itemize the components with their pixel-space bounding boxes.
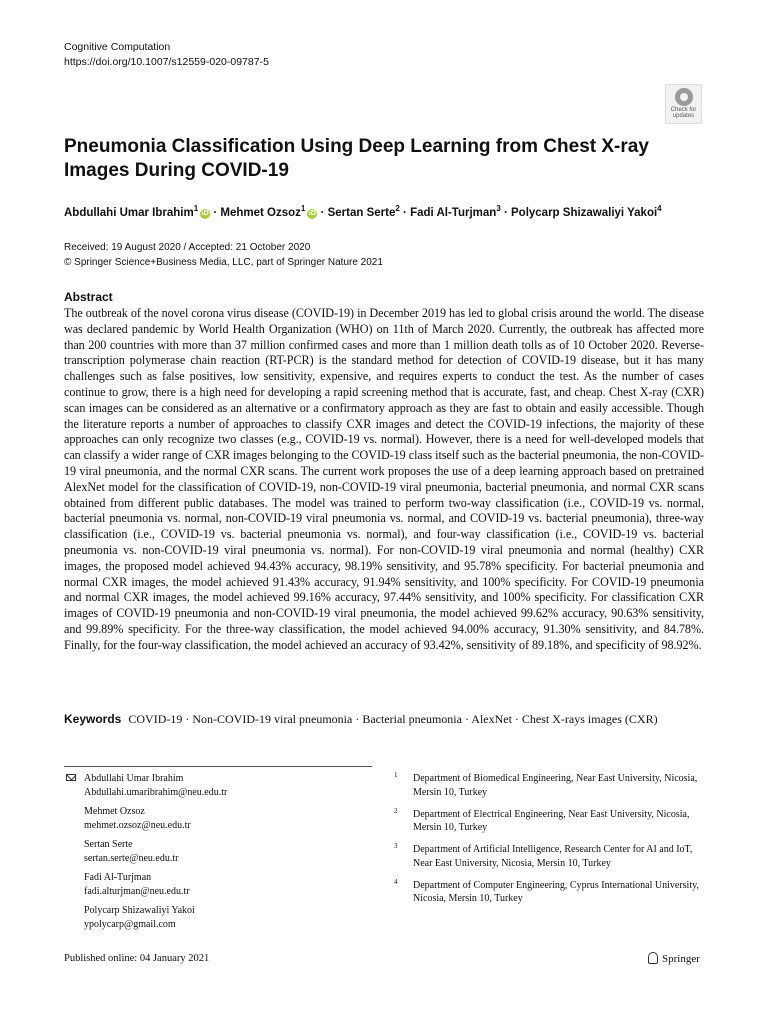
correspondence-email[interactable]: ypolycarp@gmail.com xyxy=(84,918,176,930)
author-separator: · xyxy=(399,206,411,219)
abstract-heading: Abstract xyxy=(64,290,113,304)
correspondence-name: Mehmet Ozsoz xyxy=(84,806,145,817)
keywords-label: Keywords xyxy=(64,712,122,726)
journal-name: Cognitive Computation xyxy=(64,41,171,53)
abstract-text: The outbreak of the novel corona virus disease (COVID-19) in December 2019 has led to global crisis around the world. The disease was declared pandemic by World Health Organization (WHO) on 11th of March 2020. Currently, the outbreak has affected more than 200 countries with more than 37 million confirmed cases and more than 1 million death tolls as of 10 October 2020. Reverse-transcription polymerase chain reaction (RT-PCR) is the standard method for detection of COVID-19 disease, but it has many challenges such as false positives, low sensitivity, expensive, and requires experts to conduct the test. As the number of cases continue to grow, there is a high need for developing a rapid screening method that is accurate, fast, and cheap. Chest X-ray (CXR) scan images can be considered as an alternative or a confirmatory approach as they are fast to obtain and easily accessible. Though the literature reports a number of approaches to classify CXR images and detect the COVID-19 infections, the majority of these approaches can only recognize two classes (e.g., COVID-19 vs. normal). However, there is a need for well-developed models that can classify a wider range of CXR images belonging to the COVID-19 class itself such as the bacterial pneumonia, the non-COVID-19 viral pneumonia, and the normal CXR scans. The current work proposes the use of a deep learning approach based on pretrained AlexNet model for the classification of COVID-19, non-COVID-19 viral pneumonia, bacterial pneumonia, and normal CXR scans obtained from different public databases. The model was trained to perform two-way classification (i.e., COVID-19 vs. normal, bacterial pneumonia vs. normal, non-COVID-19 viral pneumonia vs. normal, and COVID-19 vs. bacterial pneumonia), three-way classification (i.e., COVID-19 vs. bacterial pneumonia vs. normal), and four-way classification (i.e., COVID-19 vs. bacterial pneumonia vs. non-COVID-19 viral pneumonia vs. normal). For non-COVID-19 viral pneumonia and normal (healthy) CXR images, the proposed model achieved 94.43% accuracy, 98.19% sensitivity, and 95.78% specificity. For bacterial pneumonia and normal CXR images, the model achieved 91.43% accuracy, 91.94% sensitivity, and 100% specificity. For COVID-19 pneumonia and normal CXR images, the model achieved 99.16% accuracy, 97.44% sensitivity, and 100% specificity. For classification CXR images of COVID-19 pneumonia and non-COVID-19 viral pneumonia, the model achieved 99.62% accuracy, 90.63% sensitivity, and 99.89% specificity. For the three-way classification, the model achieved 94.00% accuracy, 91.30% sensitivity, and 84.78%. Finally, for the four-way classification, the model achieved an accuracy of 93.42%, sensitivity of 89.18%, and specificity of 98.92%. xyxy=(64,306,704,652)
orcid-icon[interactable]: iD xyxy=(308,209,316,217)
affiliation-number: 3 xyxy=(394,842,398,850)
affiliation-number: 4 xyxy=(394,877,398,886)
affiliation-text: Department of Electrical Engineering, Near East University, Nicosia, Mersin 10, Turkey xyxy=(413,808,690,833)
author-affiliation-number: 1 xyxy=(300,204,306,213)
author-name[interactable]: Abdullahi Umar Ibrahim xyxy=(64,206,194,219)
affiliation-number: 2 xyxy=(394,806,398,815)
correspondence-list xyxy=(64,772,374,937)
correspondence-name: Abdullahi Umar Ibrahim xyxy=(84,773,184,784)
keywords-line xyxy=(64,712,724,727)
affiliation-number: 1 xyxy=(394,771,398,779)
author-name[interactable]: Mehmet Ozsoz xyxy=(220,206,301,219)
received-accepted-dates: Received: 19 August 2020 / Accepted: 21 October 2020 xyxy=(64,242,311,253)
correspondence-item xyxy=(64,904,374,931)
springer-logo xyxy=(648,952,700,965)
journal-header xyxy=(64,40,269,70)
springer-horse-icon xyxy=(648,952,658,964)
envelope-icon xyxy=(66,774,76,781)
correspondence-item xyxy=(64,838,374,865)
affiliation-item xyxy=(394,808,714,835)
affiliation-text: Department of Biomedical Engineering, Near East University, Nicosia, Mersin 10, Turkey xyxy=(413,773,698,798)
correspondence-item xyxy=(64,805,374,832)
correspondence-item xyxy=(64,871,374,898)
affiliation-item xyxy=(394,843,714,870)
affiliation-text: Department of Artificial Intelligence, Research Center for AI and IoT, Near East University, Nicosia, Mersin 10, Turkey xyxy=(413,844,693,869)
author-affiliation-number: 3 xyxy=(496,204,501,213)
affiliation-text: Department of Computer Engineering, Cyprus International University, Nicosia, Mersin 10, Turkey xyxy=(413,879,699,904)
publisher-name: Springer xyxy=(662,953,700,965)
correspondence-email[interactable]: Abdullahi.umaribrahim@neu.edu.tr xyxy=(84,786,228,798)
correspondence-email[interactable]: fadi.alturjman@neu.edu.tr xyxy=(84,885,190,897)
orcid-icon[interactable]: iD xyxy=(201,209,209,217)
doi-link[interactable]: https://doi.org/10.1007/s12559-020-09787-5 xyxy=(64,56,269,68)
affiliation-item xyxy=(394,772,714,799)
correspondence-email[interactable]: mehmet.ozsoz@neu.edu.tr xyxy=(84,819,191,831)
correspondence-name: Sertan Serte xyxy=(84,839,133,850)
correspondence-name: Polycarp Shizawaliyi Yakoi xyxy=(84,905,195,916)
author-separator: · xyxy=(500,206,511,219)
author-list xyxy=(64,204,724,219)
footnote-divider xyxy=(64,766,372,767)
author-name[interactable]: Sertan Serte xyxy=(327,206,396,219)
author-separator: · xyxy=(210,206,221,219)
dates-block xyxy=(64,240,383,270)
published-online: Published online: 04 January 2021 xyxy=(64,953,210,964)
affiliation-list xyxy=(394,772,714,914)
author-affiliation-number: 2 xyxy=(395,204,400,213)
author-name[interactable]: Polycarp Shizawaliyi Yakoi xyxy=(511,206,658,219)
affiliation-item xyxy=(394,879,714,906)
correspondence-email[interactable]: sertan.serte@neu.edu.tr xyxy=(84,852,179,864)
copyright-line: © Springer Science+Business Media, LLC, part of Springer Nature 2021 xyxy=(64,257,383,268)
keywords-text: COVID-19 · Non-COVID-19 viral pneumonia · Bacterial pneumonia · AlexNet · Chest X-rays images (CXR) xyxy=(128,712,658,726)
check-badge-label: Check for updates xyxy=(670,107,697,119)
author-name[interactable]: Fadi Al-Turjman xyxy=(410,206,497,219)
author-affiliation-number: 1 xyxy=(193,204,199,213)
check-for-updates-badge[interactable] xyxy=(665,84,702,124)
crossmark-icon xyxy=(675,88,693,106)
author-affiliation-number: 4 xyxy=(657,204,662,213)
paper-title: Pneumonia Classification Using Deep Learning from Chest X-ray Images During COVID-19 xyxy=(64,136,649,181)
correspondence-name: Fadi Al-Turjman xyxy=(84,872,152,883)
correspondence-item xyxy=(64,772,374,799)
author-separator: · xyxy=(317,206,328,219)
